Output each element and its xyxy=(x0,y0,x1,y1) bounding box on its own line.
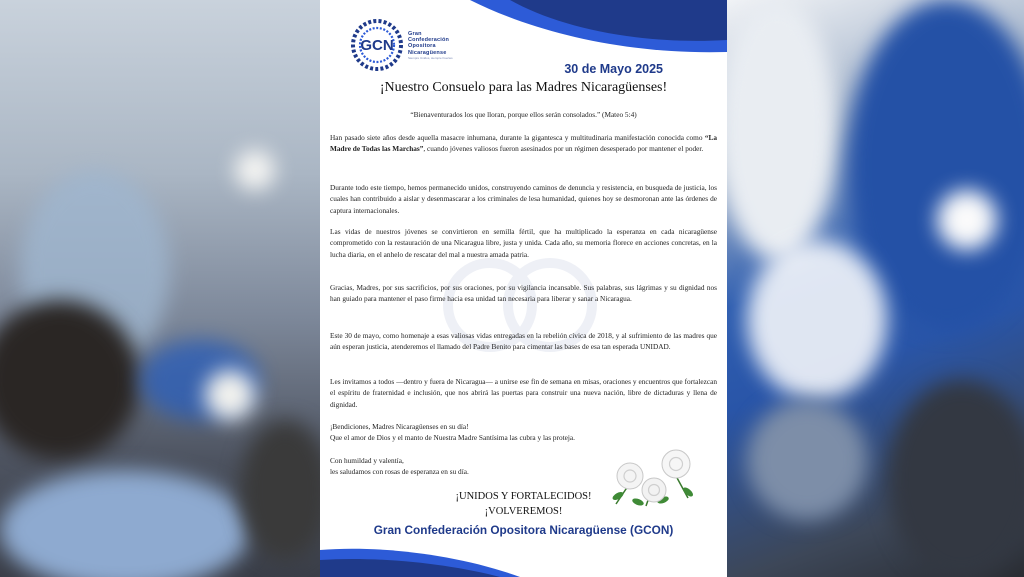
logo-name-line-3: Opositora xyxy=(408,43,436,50)
logo-tagline: Siempre Unidos, siempre Fuertes xyxy=(408,56,453,60)
closing-slogan-1: ¡UNIDOS Y FORTALECIDOS! xyxy=(455,491,592,502)
gcon-ring-logo-icon xyxy=(350,18,404,72)
logo-name-line-1: Gran xyxy=(408,31,422,37)
paragraph-6: Les invitamos a todos —dentro y fuera de Nicaragua— a unirse ese fin de semana en misas, oraciones y encuentros que fortalezcan el espíritu de fraternidad e inclusión, que nos abrirá las puertas para construir una nueva nación, libre de dictaduras y llena de dignidad. xyxy=(330,377,717,409)
paragraph-1-text-a: Han pasado siete años desde aquella masacre inhumana, durante la gigantesca y multitudinaria manifestación conocida como xyxy=(330,133,705,142)
farewell-line-2: les saludamos con rosas de esperanza en su día. xyxy=(330,467,469,477)
march-name-highlight: “La Madre de Todas las Marchas” xyxy=(330,133,717,154)
logo-letters: GCN xyxy=(360,37,394,54)
paragraph-7 xyxy=(330,421,717,444)
blessing-line-2: Que el amor de Dios y el manto de Nuestra Madre Santísima las cubra y las proteja. xyxy=(330,433,575,443)
paragraph-3: Las vidas de nuestros jóvenes se convirtieron en semilla fértil, que ha multiplicado la esperanza en cada nicaragüense comprometido con la restauración de una Nicaragua libre, justa y unida. Cada año, su memoria florece en acciones concretas, en la lucha diaria, en el anhelo de rescatar del mal a nuestra amada patria. xyxy=(330,227,717,259)
logo-wordmark xyxy=(408,31,449,56)
closing-slogan-2: ¡VOLVEREMOS! xyxy=(484,506,563,517)
paragraph-4: Gracias, Madres, por sus sacrificios, por sus oraciones, por su vigilancia incansable. Sus palabras, sus lágrimas y su dignidad nos han guiado para mantener el paso firme hacia esa unidad tan necesaria para liberar y sanar a Nicaragua. xyxy=(330,283,717,304)
paragraph-1 xyxy=(330,132,717,155)
letter-title: ¡Nuestro Consuelo para las Madres Nicaragüenses! xyxy=(379,80,668,95)
bottom-wave-decoration xyxy=(320,540,520,577)
bible-quote: “Bienaventurados los que lloran, porque ellos serán consolados.” (Mateo 5:4) xyxy=(410,110,637,119)
blessing-line-1: ¡Bendiciones, Madres Nicaragüenses en su día! xyxy=(330,422,469,431)
background-photo-left xyxy=(0,0,320,577)
letter-date: 30 de Mayo 2025 xyxy=(564,62,663,76)
paragraph-5: Este 30 de mayo, como homenaje a esas valiosas vidas entregadas en la rebelión cívica de 2018, y al sufrimiento de las madres que aún esperan justicia, atenderemos el llamado del Padre Benito para cimentar las bases de esa tan esperada UNIDAD. xyxy=(330,331,717,352)
paragraph-2: Durante todo este tiempo, hemos permanecido unidos, construyendo caminos de denuncia y resistencia, en busqueda de justicia, los cuales han contribuido a aislar y desenmascarar a los criminales de lesa humanidad, quienes hoy se desmoronan ante las órdenes de captura internacionales. xyxy=(330,183,717,215)
background-photo-right xyxy=(727,0,1024,577)
letter-document xyxy=(320,0,727,577)
logo-name-line-2: Confederación xyxy=(408,37,450,44)
farewell-line-1: Con humildad y valentía, xyxy=(330,456,404,465)
top-wave-decoration xyxy=(470,0,727,60)
logo-name-line-4: Nicaragüense xyxy=(408,49,447,56)
signature: Gran Confederación Opositora Nicaragüense (GCON) xyxy=(373,523,674,537)
paragraph-1-text-b: , cuando jóvenes valiosos fueron asesinados por un régimen desesperado por mantener el poder. xyxy=(423,144,704,154)
